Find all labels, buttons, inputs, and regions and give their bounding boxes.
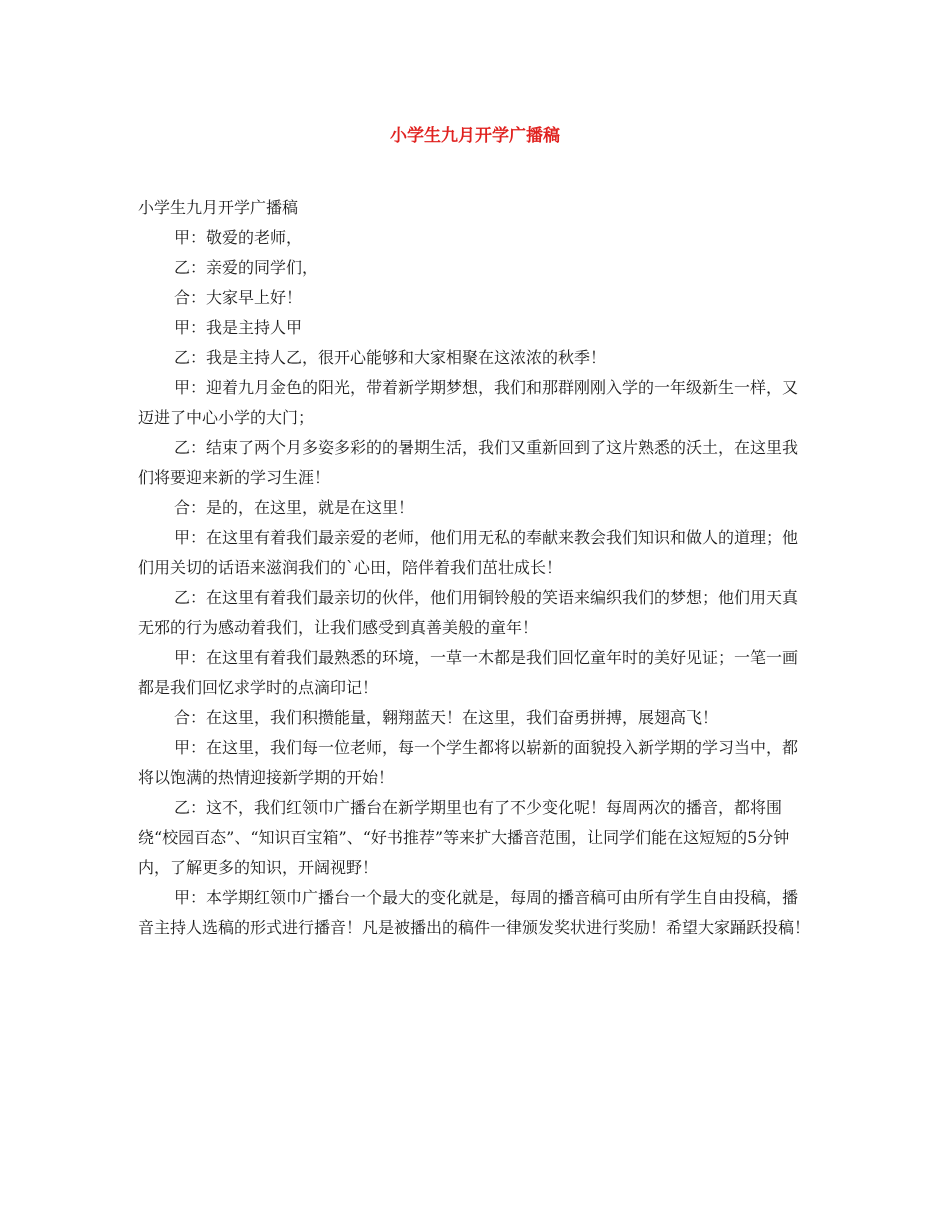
paragraph: 甲：敬爱的老师， [174,228,303,247]
paragraph: 乙：我是主持人乙，很开心能够和大家相聚在这浓浓的秋季！ [174,348,607,367]
paragraph: 甲：在这里有着我们最熟悉的环境，一草一木都是我们回忆童年时的美好见证；一笔一画都是我们回忆求学时的点滴印记！ [138,648,799,697]
paragraph: 甲：在这里，我们每一位老师，每一个学生都将以崭新的面貌投入新学期的学习当中，都将以饱满的热情迎接新学期的开始！ [138,738,799,787]
paragraph: 乙：在这里有着我们最亲切的伙伴，他们用铜铃般的笑语来编织我们的梦想；他们用天真无邪的行为感动着我们，让我们感受到真善美般的童年！ [138,588,799,637]
paragraph: 甲：本学期红领巾广播台一个最大的变化就是，每周的播音稿可由所有学生自由投稿，播音主持人选稿的形式进行播音！凡是被播出的稿件一律颁发奖状进行奖励！希望大家踊跃投稿！ [138,888,811,937]
paragraph: 合：大家早上好！ [174,288,303,307]
paragraph: 甲：我是主持人甲 [174,318,303,337]
paragraph: 甲：迎着九月金色的阳光，带着新学期梦想，我们和那群刚刚入学的一年级新生一样，又迈进了中心小学的大门； [138,378,799,427]
paragraph-heading: 小学生九月开学广播稿 [138,198,299,217]
document-body [138,193,810,943]
paragraph: 合：在这里，我们积攒能量，翱翔蓝天！在这里，我们奋勇拼搏，展翅高飞！ [174,708,719,727]
paragraph: 合：是的，在这里，就是在这里！ [174,498,415,517]
document-title: 小学生九月开学广播稿 [390,126,560,146]
paragraph: 乙：这不，我们红领巾广播台在新学期里也有了不少变化呢！每周两次的播音，都将围绕“校园百态”、“知识百宝箱”、“好书推荐”等来扩大播音范围，让同学们能在这短短的5分钟内，了解更多的知识，开阔视野！ [138,798,790,877]
paragraph: 甲：在这里有着我们最亲爱的老师，他们用无私的奉献来教会我们知识和做人的道理；他们用关切的话语来滋润我们的`心田，陪伴着我们茁壮成长！ [138,528,799,577]
paragraph: 乙：亲爱的同学们， [174,258,319,277]
paragraph: 乙：结束了两个月多姿多彩的的暑期生活，我们又重新回到了这片熟悉的沃土，在这里我们将要迎来新的学习生涯！ [138,438,799,487]
